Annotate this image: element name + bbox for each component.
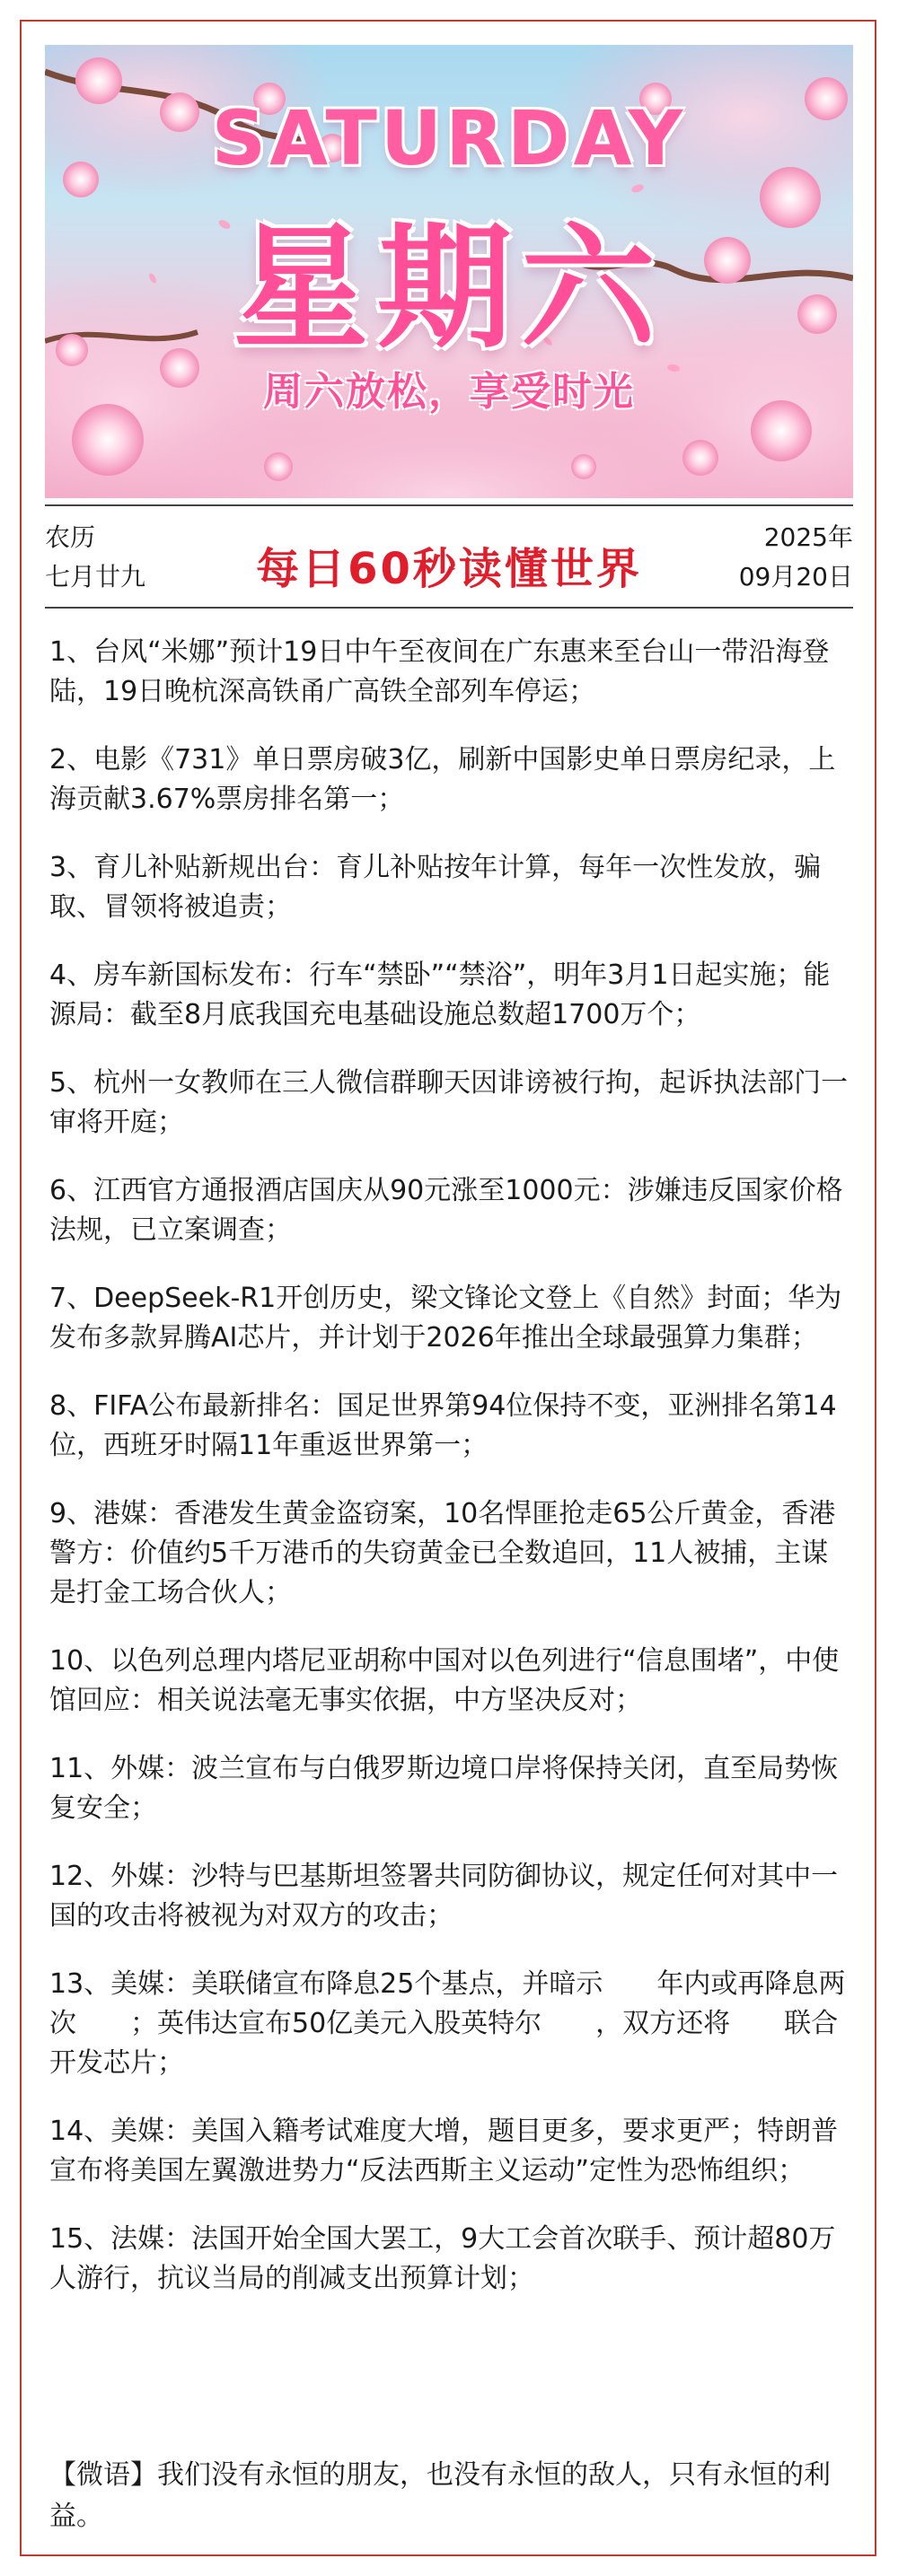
banner-subtitle: 周六放松，享受时光 bbox=[263, 369, 635, 415]
divider-top bbox=[45, 504, 853, 506]
news-item: 15、法媒：法国开始全国大罢工，9大工会首次联手、预计超80万人游行，抗议当局的削减支出预算计划； bbox=[49, 2223, 836, 2294]
news-item: 9、港媒：香港发生黄金盗窃案，10名悍匪抢走65公斤黄金，香港警方：价值约5千万港币的失窃黄金已全数追回，11人被捕，主谋是打金工场合伙人； bbox=[49, 1498, 836, 1608]
lunar-date-value: 七月廿九 bbox=[45, 562, 146, 591]
news-item: 1、台风“米娜”预计19日中午至夜间在广东惠来至台山一带沿海登陆，19日晚杭深高铁甬广高铁全部列车停运； bbox=[49, 636, 830, 707]
news-item: 12、外媒：沙特与巴基斯坦签署共同防御协议，规定任何对其中一国的攻击将被视为对双方的攻击； bbox=[49, 1861, 839, 1932]
news-item: 14、美媒：美国入籍考试难度大增，题目更多，要求更严；特朗普宣布将美国左翼激进势力“反法西斯主义运动”定性为恐怖组织； bbox=[49, 2116, 839, 2186]
news-item: 8、FIFA公布最新排名：国足世界第94位保持不变，亚洲排名第14位，西班牙时隔11年重返世界第一； bbox=[49, 1390, 837, 1461]
lunar-label: 农历 bbox=[45, 522, 96, 552]
page-title: 每日60秒读懂世界 bbox=[256, 544, 642, 594]
news-item: 3、育儿补贴新规出台：育儿补贴按年计算，每年一次性发放，骗取、冒领将被追责； bbox=[49, 852, 822, 923]
news-item: 6、江西官方通报酒店国庆从90元涨至1000元：涉嫌违反国家价格法规，已立案调查； bbox=[49, 1175, 843, 1246]
news-item: 13、美媒：美联储宣布降息25个基点，并暗示 年内或再降息两次 ；英伟达宣布50亿美元入股英特尔 ，双方还将 联合开发芯片； bbox=[49, 1968, 846, 2079]
banner-title-english: SATURDAY bbox=[211, 94, 687, 182]
date-header bbox=[45, 507, 853, 601]
year: 2025年 bbox=[763, 522, 853, 552]
news-item: 11、外媒：波兰宣布与白俄罗斯边境口岸将保持关闭，直至局势恢复安全； bbox=[49, 1753, 839, 1824]
banner-title-chinese: 星期六 bbox=[233, 211, 665, 367]
news-item: 2、电影《731》单日票房破3亿，刷新中国影史单日票房纪录，上海贡献3.67%票房排名第一； bbox=[49, 744, 836, 815]
daily-quote: 【微语】我们没有永恒的朋友，也没有永恒的敌人，只有永恒的利益。 bbox=[49, 2459, 831, 2532]
gregorian-date bbox=[739, 518, 853, 597]
news-item: 5、杭州一女教师在三人微信群聊天因诽谤被行拘，起诉执法部门一审将开庭； bbox=[49, 1067, 849, 1138]
news-item: 7、DeepSeek-R1开创历史，梁文锋论文登上《自然》封面；华为发布多款昇腾AI芯片，并计划于2026年推出全球最强算力集群； bbox=[49, 1283, 842, 1354]
news-item: 10、以色列总理内塔尼亚胡称中国对以色列进行“信息围堵”，中使馆回应：相关说法毫无事实依据，中方坚决反对； bbox=[49, 1645, 840, 1716]
divider-header bbox=[45, 607, 853, 609]
month-day: 09月20日 bbox=[738, 562, 853, 591]
news-item: 4、房车新国标发布：行车“禁卧”“禁浴”，明年3月1日起实施；能源局：截至8月底我国充电基础设施总数超1700万个； bbox=[49, 959, 831, 1030]
saturday-banner bbox=[45, 45, 853, 498]
news-list bbox=[49, 633, 853, 2327]
